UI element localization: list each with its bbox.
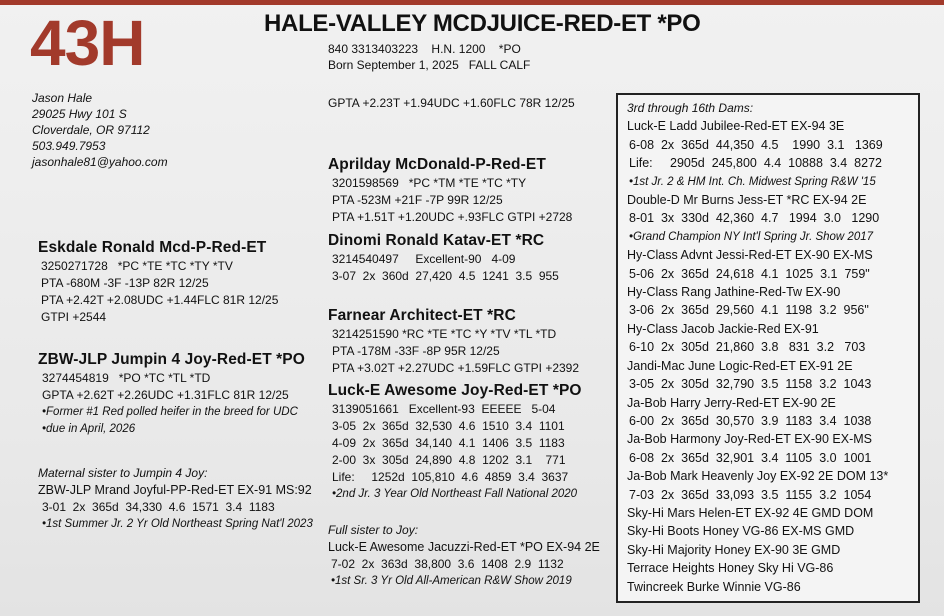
dam-sire-block bbox=[328, 306, 579, 377]
dam-dam-line: 3-05 2x 365d 32,530 4.6 1510 3.4 1101 bbox=[332, 419, 565, 433]
dam-record: 3-05 2x 305d 32,790 3.5 1158 3.2 1043 bbox=[629, 377, 872, 392]
dam-name: Ja-Bob Harry Jerry-Red-ET EX-90 2E bbox=[627, 395, 836, 410]
dam-note: •due in April, 2026 bbox=[42, 423, 136, 435]
dam-sire-line: 3214251590 *RC *TE *TC *Y *TV *TL *TD bbox=[332, 327, 557, 341]
dams-box bbox=[616, 93, 920, 603]
dam-dam-name: Luck-E Awesome Joy-Red-ET *PO bbox=[328, 382, 582, 399]
dam-name: Ja-Bob Mark Heavenly Joy EX-92 2E DOM 13* bbox=[627, 469, 889, 484]
contact-email: jasonhale81@yahoo.com bbox=[32, 155, 168, 169]
sire-line: 3250271728 *PC *TE *TC *TY *TV bbox=[41, 259, 233, 273]
sire-dam-line: 3-07 2x 360d 27,420 4.5 1241 3.5 955 bbox=[332, 269, 559, 283]
dam-sire-line: PTA +3.02T +2.27UDC +1.59FLC GTPI +2392 bbox=[332, 361, 580, 375]
full-sister-note: •1st Sr. 3 Yr Old All-American R&W Show 2019 bbox=[331, 575, 572, 587]
birth-line: Born September 1, 2025 FALL CALF bbox=[328, 58, 531, 72]
sire-sire-line: PTA +1.51T +1.20UDC +.93FLC GTPI +2728 bbox=[332, 210, 573, 224]
consignor-contact bbox=[32, 90, 168, 170]
dam-dam-line: 4-09 2x 365d 34,140 4.1 1406 3.5 1183 bbox=[332, 436, 565, 450]
contact-city: Cloverdale, OR 97112 bbox=[32, 123, 150, 137]
dam-name: Hy-Class Advnt Jessi-Red-ET EX-90 EX-MS bbox=[627, 248, 873, 263]
maternal-sister-record: 3-01 2x 365d 34,330 4.6 1571 3.4 1183 bbox=[42, 500, 275, 514]
maternal-sister-note: •1st Summer Jr. 2 Yr Old Northeast Spring Nat'l 2023 bbox=[42, 518, 313, 530]
dam-note: •Grand Champion NY Int'l Spring Jr. Show 2017 bbox=[629, 230, 874, 243]
lot-number: 43H bbox=[30, 7, 145, 79]
dam-name: Sky-Hi Majority Honey EX-90 3E GMD bbox=[627, 542, 841, 557]
dam-record: 7-03 2x 365d 33,093 3.5 1155 3.2 1054 bbox=[629, 487, 872, 502]
dam-dam-block bbox=[328, 381, 582, 503]
dam-dam-line: Life: 1252d 105,810 4.6 4859 3.4 3637 bbox=[332, 470, 569, 484]
dam-name: Sky-Hi Mars Helen-ET EX-92 4E GMD DOM bbox=[627, 505, 874, 520]
dams-heading: 3rd through 16th Dams: bbox=[627, 101, 754, 115]
dam-note: •1st Jr. 2 & HM Int. Ch. Midwest Spring R&W '15 bbox=[629, 175, 876, 188]
dam-name: Double-D Mr Burns Jess-ET *RC EX-94 2E bbox=[627, 193, 867, 208]
sire-line: GTPI +2544 bbox=[41, 310, 107, 324]
dam-record: 3-06 2x 365d 29,560 4.1 1198 3.2 956" bbox=[629, 303, 869, 318]
dam-record: 6-08 2x 365d 32,901 3.4 1105 3.0 1001 bbox=[629, 450, 872, 465]
dam-name: Sky-Hi Boots Honey VG-86 EX-MS GMD bbox=[627, 524, 855, 539]
dam-name: Jandi-Mac June Logic-Red-ET EX-91 2E bbox=[627, 358, 853, 373]
maternal-sister-heading: Maternal sister to Jumpin 4 Joy: bbox=[38, 466, 208, 480]
dam-line: GPTA +2.62T +2.26UDC +1.31FLC 81R 12/25 bbox=[42, 388, 289, 402]
sire-sire-line: 3201598569 *PC *TM *TE *TC *TY bbox=[332, 176, 527, 190]
dam-dam-note: •2nd Jr. 3 Year Old Northeast Fall National 2020 bbox=[332, 488, 578, 500]
dam-name: Hy-Class Rang Jathine-Red-Tw EX-90 bbox=[627, 285, 841, 300]
dam-dam-line: 2-00 3x 305d 24,890 4.8 1202 3.1 771 bbox=[332, 453, 566, 467]
sire-line: PTA +2.42T +2.08UDC +1.44FLC 81R 12/25 bbox=[41, 293, 279, 307]
dam-name: Hy-Class Jacob Jackie-Red EX-91 bbox=[627, 321, 819, 336]
contact-phone: 503.949.7953 bbox=[32, 139, 106, 153]
dam-dam-line: 3139051661 Excellent-93 EEEEE 5-04 bbox=[332, 402, 556, 416]
dam-name: Ja-Bob Harmony Joy-Red-ET EX-90 EX-MS bbox=[627, 432, 872, 447]
sire-dam-line: 3214540497 Excellent-90 4-09 bbox=[332, 252, 516, 266]
animal-header bbox=[328, 41, 530, 73]
dam-name: Luck-E Ladd Jubilee-Red-ET EX-94 3E bbox=[627, 119, 845, 134]
dam-record: 6-00 2x 365d 30,570 3.9 1183 3.4 1038 bbox=[629, 413, 872, 428]
sire-sire-name: Aprilday McDonald-P-Red-ET bbox=[328, 156, 546, 173]
dam-name: ZBW-JLP Jumpin 4 Joy-Red-ET *PO bbox=[38, 351, 305, 368]
dam-block bbox=[38, 350, 305, 438]
dam-line: 3274454819 *PO *TC *TL *TD bbox=[42, 371, 211, 385]
sire-line: PTA -680M -3F -13P 82R 12/25 bbox=[41, 276, 209, 290]
dam-sire-name: Farnear Architect-ET *RC bbox=[328, 307, 516, 324]
maternal-sister-name: ZBW-JLP Mrand Joyful-PP-Red-ET EX-91 MS:92 bbox=[38, 483, 312, 497]
dam-record: 8-01 3x 330d 42,360 4.7 1994 3.0 1290 bbox=[629, 211, 880, 226]
maternal-sister-block bbox=[38, 465, 313, 533]
animal-name: HALE-VALLEY MCDJUICE-RED-ET *PO bbox=[264, 10, 701, 37]
dam-record: 6-08 2x 365d 44,350 4.5 1990 3.1 1369 bbox=[629, 137, 883, 152]
contact-street: 29025 Hwy 101 S bbox=[32, 107, 127, 121]
dams-list bbox=[627, 117, 918, 596]
full-sister-record: 7-02 2x 363d 38,800 3.6 1408 2.9 1132 bbox=[331, 557, 564, 571]
animal-gpta: GPTA +2.23T +1.94UDC +1.60FLC 78R 12/25 bbox=[328, 96, 575, 110]
top-accent-bar bbox=[0, 0, 944, 5]
sire-block bbox=[38, 238, 278, 326]
dam-name: Twincreek Burke Winnie VG-86 bbox=[627, 579, 801, 594]
dam-name: Terrace Heights Honey Sky Hi VG-86 bbox=[627, 561, 834, 576]
sire-dam-block bbox=[328, 231, 559, 285]
sire-sire-block bbox=[328, 155, 572, 226]
registration-line: 840 3313403223 H.N. 1200 *PO bbox=[328, 42, 521, 56]
dam-record: Life: 2905d 245,800 4.4 10888 3.4 8272 bbox=[629, 156, 882, 171]
full-sister-block bbox=[328, 522, 600, 590]
dam-note: •Former #1 Red polled heifer in the breed for UDC bbox=[42, 406, 298, 418]
dam-record: 6-10 2x 305d 21,860 3.8 831 3.2 703 bbox=[629, 340, 866, 355]
sire-dam-name: Dinomi Ronald Katav-ET *RC bbox=[328, 232, 545, 249]
dam-record: 5-06 2x 365d 24,618 4.1 1025 3.1 759" bbox=[629, 266, 870, 281]
sire-sire-line: PTA -523M +21F -7P 99R 12/25 bbox=[332, 193, 503, 207]
full-sister-name: Luck-E Awesome Jacuzzi-Red-ET *PO EX-94 2E bbox=[328, 540, 600, 554]
dam-sire-line: PTA -178M -33F -8P 95R 12/25 bbox=[332, 344, 500, 358]
contact-name: Jason Hale bbox=[32, 91, 93, 105]
full-sister-heading: Full sister to Joy: bbox=[328, 523, 419, 537]
sire-name: Eskdale Ronald Mcd-P-Red-ET bbox=[38, 239, 267, 256]
